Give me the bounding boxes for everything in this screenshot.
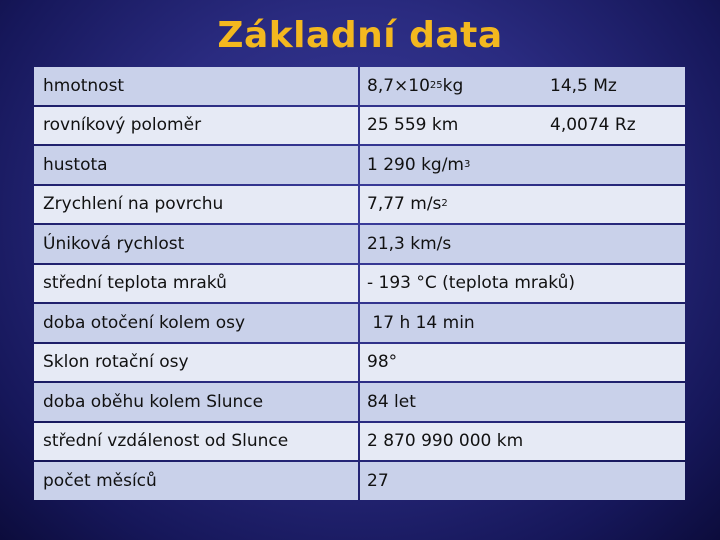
row-label: rovníkový poloměr bbox=[34, 107, 358, 145]
value-text: 25 559 km bbox=[367, 115, 459, 136]
row-label: střední teplota mraků bbox=[34, 265, 358, 303]
table-row-temperature bbox=[34, 265, 685, 303]
row-value: 8,7×10 25 kg 14,5 Mz bbox=[360, 67, 685, 105]
table-row-mass bbox=[34, 67, 685, 105]
row-value bbox=[360, 107, 685, 145]
row-value bbox=[360, 304, 685, 342]
row-value: 1 290 kg/m 3 bbox=[360, 146, 685, 184]
value-text: 7,77 m/s bbox=[367, 194, 442, 215]
row-label: hmotnost bbox=[34, 67, 358, 105]
row-label: Úniková rychlost bbox=[34, 225, 358, 263]
table-row-distance bbox=[34, 423, 685, 461]
row-label: počet měsíců bbox=[34, 462, 358, 500]
row-value: 2 870 990 000 km bbox=[360, 423, 685, 461]
row-label: Zrychlení na povrchu bbox=[34, 186, 358, 224]
table-row-orbital-period bbox=[34, 383, 685, 421]
row-value: 84 let bbox=[360, 383, 685, 421]
table-row-axial-tilt bbox=[34, 344, 685, 382]
table-row-escape-velocity bbox=[34, 225, 685, 263]
row-label: doba otočení kolem osy bbox=[34, 304, 358, 342]
value-relative: 14,5 Mz bbox=[550, 75, 617, 96]
value-text: 1 290 kg/m bbox=[367, 154, 464, 175]
row-label: hustota bbox=[34, 146, 358, 184]
table-row-gravity bbox=[34, 186, 685, 224]
row-value: 21,3 km/s bbox=[360, 225, 685, 263]
data-table bbox=[34, 67, 685, 500]
table-row-moons bbox=[34, 462, 685, 500]
row-label: doba oběhu kolem Slunce bbox=[34, 383, 358, 421]
row-value: 98° bbox=[360, 344, 685, 382]
value-relative: 4,0074 Rz bbox=[550, 115, 636, 136]
slide-title: Základní data bbox=[217, 15, 503, 56]
value-text: 8,7×10 bbox=[367, 75, 430, 96]
row-label: střední vzdálenost od Slunce bbox=[34, 423, 358, 461]
value-unit: kg bbox=[442, 75, 464, 96]
table-row-radius bbox=[34, 107, 685, 145]
row-value: 27 bbox=[360, 462, 685, 500]
value-text: 17 h 14 min bbox=[367, 312, 475, 333]
table-row-rotation-period bbox=[34, 304, 685, 342]
row-value: - 193 °C (teplota mraků) bbox=[360, 265, 685, 303]
table-row-density bbox=[34, 146, 685, 184]
row-value: 7,77 m/s 2 bbox=[360, 186, 685, 224]
row-label: Sklon rotační osy bbox=[34, 344, 358, 382]
